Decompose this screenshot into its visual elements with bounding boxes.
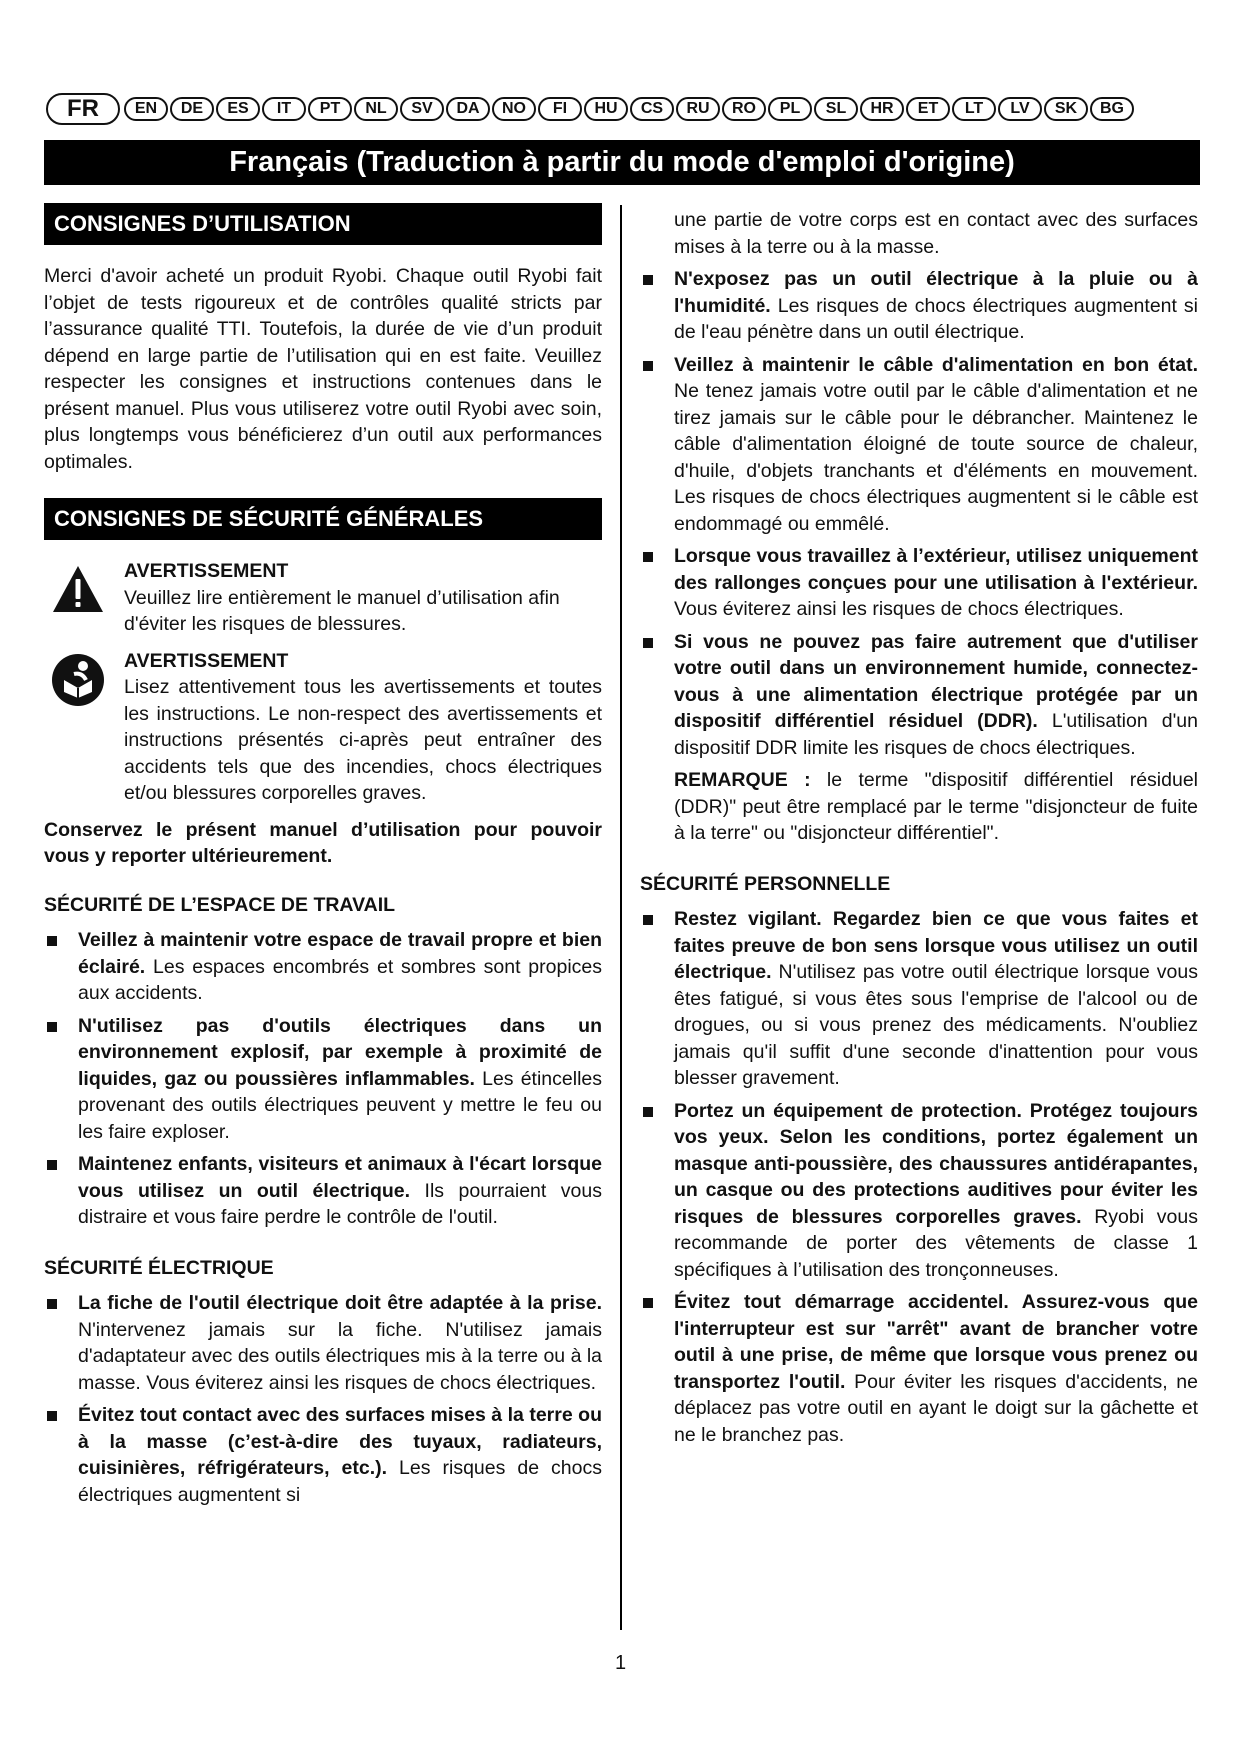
column-divider: [620, 205, 622, 1630]
lang-tab[interactable]: EN: [124, 97, 168, 121]
list-item: Évitez tout contact avec des surfaces mises à la terre ou à la masse (c’est-à-dire des tuyaux, radiateurs, cuisinières, réfrigérateurs, etc.). Les risques de chocs électriques augmentent si: [44, 1402, 602, 1508]
page-number: 1: [614, 1652, 627, 1674]
list-item: Veillez à maintenir le câble d'alimentation en bon état. Ne tenez jamais votre outil par le câble d'alimentation et ne tirez jamais sur le câble pour le débrancher. Maintenez le câble d'alimentation éloigné de toute source de chaleur, d'huile, d'objets tranchants et d'éléments en mouvement. Les risques de chocs électriques augmentent si le câble est endommagé ou emmêlé.: [640, 352, 1198, 538]
section-heading: CONSIGNES DE SÉCURITÉ GÉNÉRALES: [44, 498, 602, 540]
warning-text: Veuillez lire entièrement le manuel d’utilisation afin d'éviter les risques de blessures.: [124, 586, 560, 635]
lang-tab[interactable]: HU: [584, 97, 628, 121]
subsection-heading: SÉCURITÉ ÉLECTRIQUE: [44, 1256, 274, 1279]
left-column: [44, 203, 602, 1508]
warning-title: AVERTISSEMENT: [124, 560, 289, 582]
lang-tab[interactable]: PT: [308, 97, 352, 121]
lang-tab[interactable]: LV: [998, 97, 1042, 121]
note-paragraph: REMARQUE : le terme "dispositif différentiel résiduel (DDR)" peut être remplacé par le terme "disjoncteur de fuite à la terre" ou "disjoncteur différentiel".: [674, 769, 1198, 844]
section-heading: CONSIGNES D’UTILISATION: [44, 203, 602, 245]
list-item: Évitez tout démarrage accidentel. Assurez-vous que l'interrupteur est sur "arrêt" avant de brancher votre outil à une prise, de même que lorsque vous prenez ou transportez l'outil. Pour éviter les risques d'accidents, ne déplacez pas votre outil en ayant le doigt sur la gâchette et ne le branchez pas.: [640, 1289, 1198, 1448]
list-item: La fiche de l'outil électrique doit être adaptée à la prise. N'intervenez jamais sur la fiche. N'utilisez jamais d'adaptateur avec des outils électriques mis à la terre ou à la masse. Vous éviterez ainsi les risques de chocs électriques.: [44, 1290, 602, 1396]
lang-tab[interactable]: NL: [354, 97, 398, 121]
list-item: Maintenez enfants, visiteurs et animaux à l'écart lorsque vous utilisez un outil électrique. Ils pourraient vous distraire et vous faire perdre le contrôle de l'outil.: [44, 1151, 602, 1231]
list-item: Si vous ne pouvez pas faire autrement que d'utiliser votre outil dans un environnement humide, connectez-vous à une alimentation électrique protégée par un dispositif différentiel résiduel (DDR). L'utilisation d'un dispositif DDR limite les risques de chocs électriques.: [640, 629, 1198, 762]
lang-tab[interactable]: DE: [170, 97, 214, 121]
list-item: N'exposez pas un outil électrique à la pluie ou à l'humidité. Les risques de chocs électriques augmentent si de l'eau pénètre dans un outil électrique.: [640, 266, 1198, 346]
lang-tab[interactable]: IT: [262, 97, 306, 121]
subsection-heading: SÉCURITÉ DE L’ESPACE DE TRAVAIL: [44, 893, 396, 916]
lang-tab[interactable]: PL: [768, 97, 812, 121]
list-item: Veillez à maintenir votre espace de travail propre et bien éclairé. Les espaces encombrés et sombres sont propices aux accidents.: [44, 927, 602, 1007]
lang-tab[interactable]: HR: [860, 97, 904, 121]
warning-title: AVERTISSEMENT: [124, 649, 289, 672]
warning-triangle-icon: [50, 562, 106, 618]
continued-text: une partie de votre corps est en contact avec des surfaces mises à la terre ou à la masse.: [674, 209, 1198, 258]
warning-block: [44, 648, 602, 807]
right-column: [640, 207, 1198, 1448]
lang-tab[interactable]: CS: [630, 97, 674, 121]
lang-tab[interactable]: BG: [1090, 97, 1134, 121]
lang-tab[interactable]: SK: [1044, 97, 1088, 121]
lang-tab[interactable]: RU: [676, 97, 720, 121]
lang-tab-fr[interactable]: FR: [46, 93, 120, 125]
list-item: N'utilisez pas d'outils électriques dans un environnement explosif, par exemple à proximité de liquides, gaz ou poussières inflammables. Les étincelles provenant des outils électriques peuvent y mettre le feu ou les faire exploser.: [44, 1013, 602, 1146]
list-item: Restez vigilant. Regardez bien ce que vous faites et faites preuve de bon sens lorsque vous utilisez un outil électrique. N'utilisez pas votre outil électrique lorsque vous êtes fatigué, si vous êtes sous l'emprise de l'alcool ou de drogues, ou si vous prenez des médicaments. N'oubliez jamais qu'il suffit d'une seconde d'inattention pour vous blesser gravement.: [640, 906, 1198, 1092]
lang-tab[interactable]: RO: [722, 97, 766, 121]
warning-text: Lisez attentivement tous les avertissements et toutes les instructions. Le non-respect des avertissements et instructions présentés ci-après peut entraîner des accidents tels que des incendies, chocs électriques et/ou blessures corporelles graves.: [124, 676, 602, 804]
lang-tab[interactable]: NO: [492, 97, 536, 121]
read-manual-icon: [50, 652, 106, 708]
lang-tab[interactable]: SV: [400, 97, 444, 121]
list-item: Lorsque vous travaillez à l’extérieur, utilisez uniquement des rallonges conçues pour une utilisation à l'extérieur. Vous éviterez ainsi les risques de chocs électriques.: [640, 543, 1198, 623]
page-title: Français (Traduction à partir du mode d'emploi d'origine): [44, 140, 1200, 185]
lang-tab[interactable]: LT: [952, 97, 996, 121]
keep-manual-note: Conservez le présent manuel d’utilisation pour pouvoir vous y reporter ultérieurement.: [44, 818, 602, 867]
lang-tab[interactable]: DA: [446, 97, 490, 121]
intro-paragraph: Merci d'avoir acheté un produit Ryobi. Chaque outil Ryobi fait l’objet de tests rigoureux et de contrôles qualité stricts par l’assurance qualité TTI. Toutefois, la durée de vie d’un produit dépend en large partie de l’utilisation qui en est faite. Veuillez respecter les consignes et instructions contenues dans le présent manuel. Plus vous utiliserez votre outil Ryobi avec soin, plus longtemps vous bénéficierez d’un outil aux performances optimales.: [44, 265, 602, 473]
warning-block: [44, 558, 602, 638]
lang-tab[interactable]: SL: [814, 97, 858, 121]
subsection-heading: SÉCURITÉ PERSONNELLE: [640, 872, 891, 895]
lang-tab[interactable]: ES: [216, 97, 260, 121]
list-item: Portez un équipement de protection. Protégez toujours vos yeux. Selon les conditions, portez également un masque anti-poussière, des chaussures antidérapantes, un casque ou des protections auditives pour éviter les risques de blessures corporelles graves. Ryobi vous recommande de porter des vêtements de classe 1 spécifiques à l’utilisation des tronçonneuses.: [640, 1098, 1198, 1284]
lang-tab[interactable]: FI: [538, 97, 582, 121]
lang-tab[interactable]: ET: [906, 97, 950, 121]
language-tabs: [46, 93, 1136, 125]
